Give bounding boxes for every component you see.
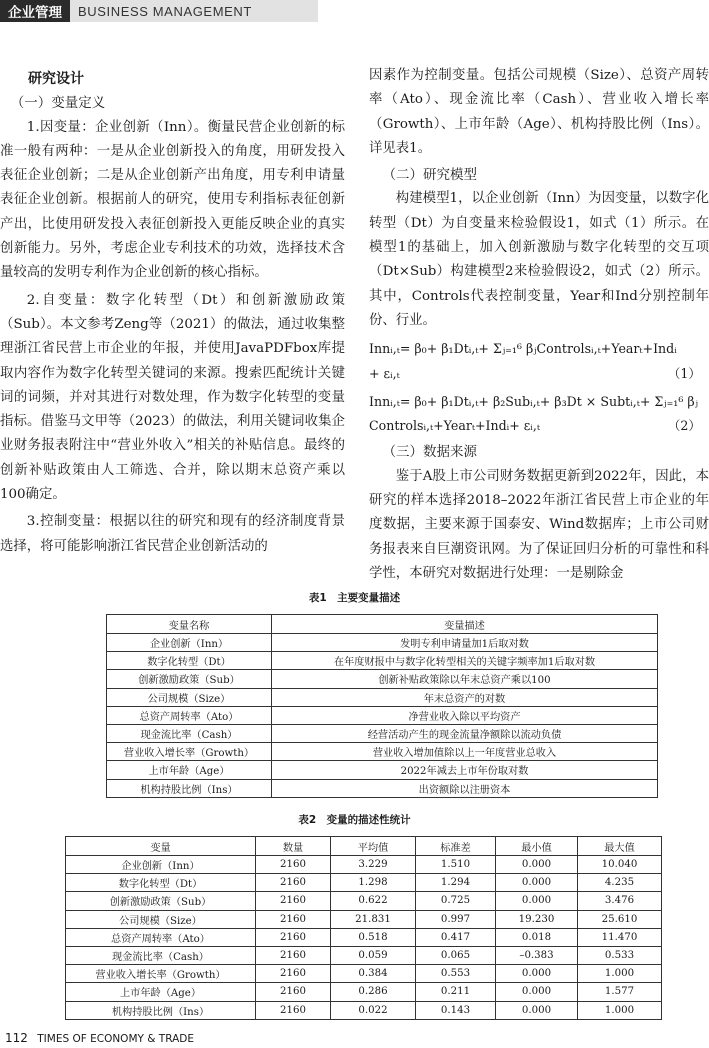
table-2-cell: 0.553 bbox=[416, 965, 496, 983]
table-2-cell: 2160 bbox=[256, 874, 331, 892]
running-header bbox=[0, 0, 318, 22]
table-1-cell: 总资产周转率（Ato） bbox=[107, 706, 272, 724]
table-2-cell: 0.622 bbox=[331, 892, 416, 910]
table-header-row bbox=[66, 837, 662, 856]
table-row bbox=[66, 965, 662, 983]
table-2-cell: 企业创新（Inn） bbox=[66, 856, 256, 874]
subheading-research-model: （二）研究模型 bbox=[382, 167, 477, 184]
subheading-data-source: （三）数据来源 bbox=[382, 444, 477, 461]
table-row bbox=[107, 670, 658, 688]
table-1-cell: 上市年龄（Age） bbox=[107, 761, 272, 779]
table-row bbox=[66, 892, 662, 910]
table-2-cell: 0.000 bbox=[496, 856, 578, 874]
equation-2-line-1: Innᵢ,ₜ= β₀+ β₁Dtᵢ,ₜ+ β₂Subᵢ,ₜ+ β₃Dt × Subtᵢ,ₜ+ Σⱼ₌₁⁶ βⱼ bbox=[369, 393, 698, 409]
table-2-caption: 表2 变量的描述性统计 bbox=[298, 814, 411, 826]
table-2-cell: 0.417 bbox=[416, 928, 496, 946]
table-2-cell: 2160 bbox=[256, 928, 331, 946]
table-row bbox=[107, 634, 658, 652]
table-2-header-sd: 标准差 bbox=[416, 837, 496, 856]
table-row bbox=[107, 688, 658, 706]
table-1-cell: 2022年减去上市年份取对数 bbox=[272, 761, 658, 779]
table-2 bbox=[65, 836, 662, 1020]
table-2-cell: 0.018 bbox=[496, 928, 578, 946]
table-1-cell: 发明专利申请量加1后取对数 bbox=[272, 634, 658, 652]
table-1-cell: 现金流比率（Cash） bbox=[107, 724, 272, 742]
paragraph-independent-variable: 2.自变量：数字化转型（Dt）和创新激励政策（Sub）。本文参考Zeng等（2021）的做法，通过收集整理浙江省民营上市企业的年报，并使用JavaPDFbox库提取内容作为数字化转型关键词的来源。搜索匹配统计关键词的词频，并对其进行对数处理，作为数字化转型的变量指标。借鉴马文甲等（2023）的做法，利用关键词收集企业财务报表附注中“营业外收入”相关的补贴信息。最终的创新补贴政策由人工筛选、合并，除以期末总资产乘以100确定。 bbox=[0, 292, 345, 503]
paragraph-dependent-variable: 1.因变量：企业创新（Inn）。衡量民营企业创新的标准一般有两种：一是从企业创新投入的角度，用研发投入表征企业创新；二是从企业创新产出角度，用专利申请量表征企业创新。根据前人的研究，使用专利指标表征创新产出，比使用研发投入表征创新投入更能反映企业的真实创新能力。另外，考虑企业专利技术的功效，选择技术含量较高的发明专利作为企业创新的核心指标。 bbox=[0, 119, 345, 281]
paragraph-research-model: 构建模型1，以企业创新（Inn）为因变量，以数字化转型（Dt）为自变量来检验假设1，如式（1）所示。在模型1的基础上，加入创新激励与数字化转型的交互项（Dt×Sub）构建模型2来检验假设2，如式（2）所示。其中，Controls代表控制变量，Year和Ind分别控制年份、行业。 bbox=[369, 191, 709, 328]
equation-2-number: （2） bbox=[667, 418, 701, 434]
table-2-header-min: 最小值 bbox=[496, 837, 578, 856]
table-row bbox=[66, 946, 662, 964]
table-2-cell: 21.831 bbox=[331, 910, 416, 928]
table-2-cell: –0.383 bbox=[496, 946, 578, 964]
table-2-cell: 2160 bbox=[256, 1001, 331, 1019]
table-2-cell: 0.000 bbox=[496, 892, 578, 910]
paragraph-control-variable-cont: 因素作为控制变量。包括公司规模（Size）、总资产周转率（Ato）、现金流比率（Cash）、营业收入增长率（Growth）、上市年龄（Age）、机构持股比例（Ins）。详见表1。 bbox=[369, 68, 709, 156]
table-1-cell: 经营活动产生的现金流量净额除以流动负债 bbox=[272, 724, 658, 742]
table-2-cell: 19.230 bbox=[496, 910, 578, 928]
table-2-cell: 1.510 bbox=[416, 856, 496, 874]
table-2-cell: 11.470 bbox=[578, 928, 662, 946]
table-2-cell: 2160 bbox=[256, 965, 331, 983]
table-2-cell: 10.040 bbox=[578, 856, 662, 874]
table-2-cell: 3.476 bbox=[578, 892, 662, 910]
table-1-cell: 企业创新（Inn） bbox=[107, 634, 272, 652]
table-1-cell: 营业收入增长率（Growth） bbox=[107, 743, 272, 761]
header-category: 企业管理 bbox=[0, 0, 70, 22]
table-1-cell: 创新补贴政策除以年末总资产乘以100 bbox=[272, 670, 658, 688]
paragraph-data-source: 鉴于A股上市公司财务数据更新到2022年，因此，本研究的样本选择2018–2022年浙江省民营上市企业的年度数据，主要来源于国泰安、Wind数据库；上市公司财务报表来自巨潮资讯网。为了保证回归分析的可靠性和科学性，本研究对数据进行处理：一是剔除金 bbox=[369, 468, 709, 581]
table-2-cell: 1.000 bbox=[578, 1001, 662, 1019]
table-2-cell: 1.000 bbox=[578, 965, 662, 983]
table-1-cell: 营业收入增加值除以上一年度营业总收入 bbox=[272, 743, 658, 761]
table-row bbox=[107, 652, 658, 670]
equation-2-controls: Controlsᵢ,ₜ+Yearₜ+Indᵢ+ εᵢ,ₜ bbox=[369, 418, 540, 434]
table-2-cell: 3.229 bbox=[331, 856, 416, 874]
table-2-cell: 机构持股比例（Ins） bbox=[66, 1001, 256, 1019]
table-1-cell: 机构持股比例（Ins） bbox=[107, 779, 272, 797]
table-row bbox=[66, 856, 662, 874]
table-1-cell: 净营业收入除以平均资产 bbox=[272, 706, 658, 724]
table-2-cell: 0.065 bbox=[416, 946, 496, 964]
table-2-cell: 0.143 bbox=[416, 1001, 496, 1019]
table-row bbox=[66, 928, 662, 946]
table-2-cell: 0.725 bbox=[416, 892, 496, 910]
paragraph-control-variable: 3.控制变量：根据以往的研究和现有的经济制度背景选择，将可能影响浙江省民营企业创新活动的 bbox=[0, 514, 345, 554]
table-row bbox=[66, 983, 662, 1001]
table-1-cell: 在年度财报中与数字化转型相关的关键字频率加1后取对数 bbox=[272, 652, 658, 670]
table-2-cell: 0.000 bbox=[496, 965, 578, 983]
table-2-header-max: 最大值 bbox=[578, 837, 662, 856]
table-1-caption: 表1 主要变量描述 bbox=[308, 592, 401, 604]
table-1-cell: 创新激励政策（Sub） bbox=[107, 670, 272, 688]
table-2-cell: 0.000 bbox=[496, 983, 578, 1001]
table-2-header-mean: 平均值 bbox=[331, 837, 416, 856]
table-1 bbox=[106, 614, 658, 798]
page-footer bbox=[5, 1031, 194, 1045]
subheading-variable-definition: （一）变量定义 bbox=[10, 95, 106, 112]
table-2-cell: 0.022 bbox=[331, 1001, 416, 1019]
table-2-cell: 4.235 bbox=[578, 874, 662, 892]
table-2-header-variable: 变量 bbox=[66, 837, 256, 856]
table-2-cell: 0.286 bbox=[331, 983, 416, 1001]
header-section: BUSINESS MANAGEMENT bbox=[70, 0, 318, 22]
table-2-cell: 上市年龄（Age） bbox=[66, 983, 256, 1001]
table-2-cell: 0.211 bbox=[416, 983, 496, 1001]
table-row bbox=[107, 706, 658, 724]
table-2-cell: 创新激励政策（Sub） bbox=[66, 892, 256, 910]
equation-1-line-1: Innᵢ,ₜ= β₀+ β₁Dtᵢ,ₜ+ Σⱼ₌₁⁶ βⱼControlsᵢ,ₜ+Yearₜ+Indᵢ bbox=[369, 341, 677, 357]
table-row bbox=[107, 761, 658, 779]
page-number: 112 bbox=[5, 1031, 28, 1045]
table-2-cell: 数字化转型（Dt） bbox=[66, 874, 256, 892]
table-1-cell: 公司规模（Size） bbox=[107, 688, 272, 706]
journal-name: TIMES OF ECONOMY & TRADE bbox=[37, 1033, 194, 1045]
table-row bbox=[66, 910, 662, 928]
right-column bbox=[369, 64, 709, 586]
table-2-cell: 0.518 bbox=[331, 928, 416, 946]
table-row bbox=[107, 724, 658, 742]
table-1-cell: 年末总资产的对数 bbox=[272, 688, 658, 706]
equation-1-number: （1） bbox=[667, 365, 701, 381]
table-2-cell: 营业收入增长率（Growth） bbox=[66, 965, 256, 983]
table-2-cell: 2160 bbox=[256, 892, 331, 910]
table-2-cell: 公司规模（Size） bbox=[66, 910, 256, 928]
table-2-cell: 1.298 bbox=[331, 874, 416, 892]
table-1-cell: 出资额除以注册资本 bbox=[272, 779, 658, 797]
table-2-cell: 现金流比率（Cash） bbox=[66, 946, 256, 964]
table-2-cell: 0.997 bbox=[416, 910, 496, 928]
table-1-header-name: 变量名称 bbox=[107, 615, 272, 634]
table-2-cell: 1.294 bbox=[416, 874, 496, 892]
equation-1-line-2 bbox=[369, 362, 709, 386]
table-1-header-desc: 变量描述 bbox=[272, 615, 658, 634]
table-2-header-count: 数量 bbox=[256, 837, 331, 856]
table-2-cell: 0.059 bbox=[331, 946, 416, 964]
table-row bbox=[107, 743, 658, 761]
table-2-cell: 0.000 bbox=[496, 1001, 578, 1019]
table-2-cell: 2160 bbox=[256, 946, 331, 964]
table-2-cell: 2160 bbox=[256, 983, 331, 1001]
table-row bbox=[107, 779, 658, 797]
table-row bbox=[66, 1001, 662, 1019]
table-2-cell: 0.384 bbox=[331, 965, 416, 983]
table-2-cell: 总资产周转率（Ato） bbox=[66, 928, 256, 946]
equation-2-line-2 bbox=[369, 414, 709, 438]
table-header-row bbox=[107, 615, 658, 634]
table-2-cell: 2160 bbox=[256, 856, 331, 874]
table-2-cell: 0.000 bbox=[496, 874, 578, 892]
equation-1-epsilon: + εᵢ,ₜ bbox=[369, 365, 400, 381]
table-2-cell: 1.577 bbox=[578, 983, 662, 1001]
table-2-cell: 2160 bbox=[256, 910, 331, 928]
table-1-cell: 数字化转型（Dt） bbox=[107, 652, 272, 670]
left-column bbox=[0, 64, 345, 559]
table-2-cell: 25.610 bbox=[578, 910, 662, 928]
table-2-cell: 0.533 bbox=[578, 946, 662, 964]
table-row bbox=[66, 874, 662, 892]
section-heading: 研究设计 bbox=[28, 71, 84, 87]
